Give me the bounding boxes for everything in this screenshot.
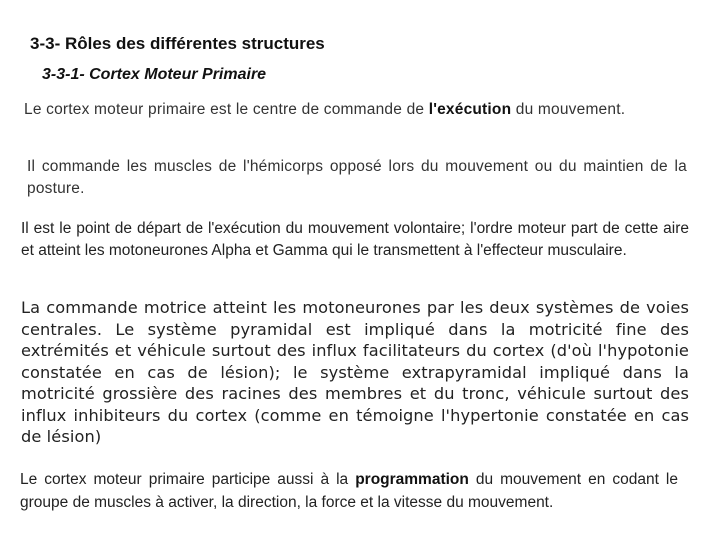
section-heading: 3-3- Rôles des différentes structures xyxy=(30,34,325,53)
paragraph-command-center xyxy=(24,99,686,120)
paragraph-hemibody: Il commande les muscles de l'hémicorps opposé lors du mouvement ou du maintien de la posture. xyxy=(27,158,687,197)
p1-text-before: Le cortex moteur primaire est le centre de commande de xyxy=(24,101,429,118)
p5-text-before: Le cortex moteur primaire participe aussi à la xyxy=(20,471,356,488)
p5-bold-programmation: programmation xyxy=(355,471,469,488)
paragraph-programming xyxy=(20,469,678,514)
p1-text-after: du mouvement. xyxy=(511,101,626,118)
paragraph-central-pathways: La commande motrice atteint les motoneurones par les deux systèmes de voies centrales. Le système pyramidal est impliqué dans la motricité fine des extrémités et véhicule surtout des influx facilitateurs du cortex (d'où l'hypotonie constatée en cas de lésion); le système extrapyramidal impliqué dans la motricité grossière des racines des membres et du tronc, véhicule surtout des influx inhibiteurs du cortex (comme en témoigne l'hypertonie constatée en cas de lésion) xyxy=(21,298,689,446)
p1-bold-execution: l'exécution xyxy=(428,101,512,118)
subsection-heading: 3-3-1- Cortex Moteur Primaire xyxy=(42,66,267,83)
p5-text-after: du mouvement en codant le groupe de muscles à activer, la direction, la force et la vitesse du mouvement. xyxy=(20,471,678,511)
paragraph-voluntary-movement: Il est le point de départ de l'exécution du mouvement volontaire; l'ordre moteur part de cette aire et atteint les motoneurones Alpha et Gamma qui le transmettent à l'effecteur musculaire. xyxy=(21,220,689,259)
